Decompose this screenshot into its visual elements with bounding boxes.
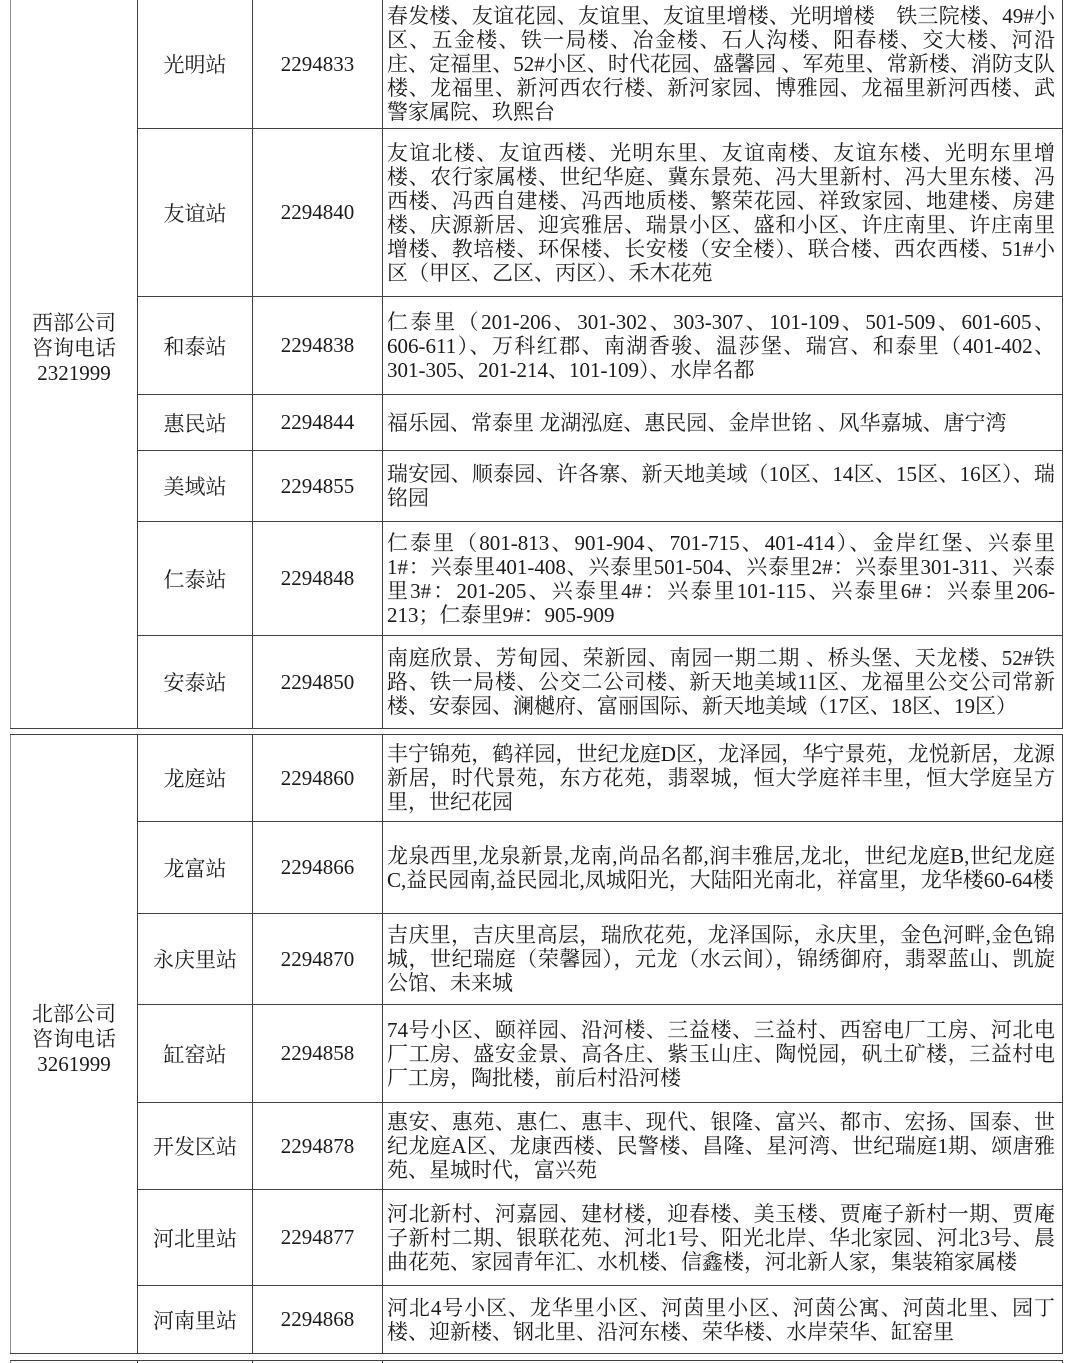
coverage-cell: 丰宁锦苑，鹤祥园，世纪龙庭D区，龙泽园，华宁景苑，龙悦新居，龙源新居，时代景苑，东方花苑，翡翠城，恒大学庭祥丰里，恒大学庭呈方里，世纪花园 — [383, 735, 1063, 822]
section-table-north — [10, 734, 1063, 1354]
station-cell: 缸窑站 — [138, 1005, 253, 1103]
phone-cell: 2294866 — [253, 822, 383, 914]
station-cell: 河北里站 — [138, 1190, 253, 1286]
phone-cell: 2294855 — [253, 451, 383, 522]
coverage-cell: 春发楼、友谊花园、友谊里、友谊里增楼、光明增楼 铁三院楼、49#小区、五金楼、铁一局楼、冶金楼、石人沟楼、阳春楼、交大楼、河沿庄、定福里、52#小区、时代花园、盛馨园 、军苑里、常新楼、消防支队楼、龙福里、新河西农行楼、新河家园、博雅园、龙福里新河西楼、武警家属院、玖熙台 — [383, 0, 1063, 129]
phone-cell: 2294878 — [253, 1103, 383, 1190]
phone-cell: 2294848 — [253, 522, 383, 636]
phone-cell: 2294840 — [253, 129, 383, 297]
company-name: 西部公司 — [32, 310, 116, 335]
company-cell — [11, 735, 138, 1354]
company-cell — [11, 0, 138, 729]
phone-cell: 2294838 — [253, 297, 383, 395]
company-name: 北部公司 — [32, 1001, 116, 1026]
station-cell: 美域站 — [138, 451, 253, 522]
table-row — [11, 297, 1063, 395]
station-cell: 开发区站 — [138, 1103, 253, 1190]
phone-cell: 2294850 — [253, 636, 383, 729]
station-cell: 光明站 — [138, 0, 253, 129]
phone-cell: 2294860 — [253, 735, 383, 822]
phone-cell: 2294858 — [253, 1005, 383, 1103]
company-phone-label: 咨询电话 — [32, 335, 116, 360]
table-row — [11, 0, 1063, 129]
phone-cell: 2294870 — [253, 914, 383, 1005]
phone-cell: 2294844 — [253, 395, 383, 451]
station-cell: 龙庭站 — [138, 735, 253, 822]
table-row — [11, 914, 1063, 1005]
coverage-cell: 南庭欣景、芳甸园、荣新园、南园一期二期 、桥头堡、天龙楼、52#铁路、铁一局楼、公交二公司楼、新天地美域11区、龙福里公交公司常新楼、安泰园、澜樾府、富丽国际、新天地美域（17区、18区、19区） — [383, 636, 1063, 729]
station-cell: 仁泰站 — [138, 522, 253, 636]
coverage-cell: 友谊北楼、友谊西楼、光明东里、友谊南楼、友谊东楼、光明东里增楼、农行家属楼、世纪华庭、冀东景苑、冯大里新村、冯大里东楼、冯西楼、冯西自建楼、冯西地质楼、繁荣花园、祥致家园、地建楼、房建楼、庆源新居、迎宾雅居、瑞景小区、盛和小区、许庄南里、许庄南里增楼、教培楼、环保楼、长安楼（安全楼）、联合楼、西农西楼、51#小区（甲区、乙区、丙区）、禾木花苑 — [383, 129, 1063, 297]
phone-cell: 2294868 — [253, 1286, 383, 1354]
station-cell: 安泰站 — [138, 636, 253, 729]
station-cell: 龙富站 — [138, 822, 253, 914]
coverage-cell: 惠安、惠苑、惠仁、惠丰、现代、银隆、富兴、都市、宏扬、国泰、世纪龙庭A区、龙康西楼、民警楼、昌隆、星河湾、世纪瑞庭1期、颂唐雅苑、星城时代，富兴苑 — [383, 1103, 1063, 1190]
phone-cell: 2294877 — [253, 1190, 383, 1286]
table-row — [11, 1190, 1063, 1286]
table-row — [11, 1103, 1063, 1190]
coverage-cell: 河北4号小区、龙华里小区、河茵里小区、河茵公寓、河茵北里、园丁楼、迎新楼、钢北里、沿河东楼、荣华楼、水岸荣华、缸窑里 — [383, 1286, 1063, 1354]
phone-cell: 2294833 — [253, 0, 383, 129]
company-phone-number: 2321999 — [37, 360, 111, 385]
coverage-cell: 74号小区、颐祥园、沿河楼、三益楼、三益村、西窑电厂工房、河北电厂工房、盛安金景、高各庄、紫玉山庄、陶悦园，矾土矿楼，三益村电厂工房，陶批楼，前后村沿河楼 — [383, 1005, 1063, 1103]
station-cell: 永庆里站 — [138, 914, 253, 1005]
coverage-cell: 龙泉西里,龙泉新景,龙南,尚品名都,润丰雅居,龙北，世纪龙庭B,世纪龙庭C,益民园南,益民园北,凤城阳光，大陆阳光南北，祥富里，龙华楼60-64楼 — [383, 822, 1063, 914]
coverage-cell: 吉庆里，吉庆里高层，瑞欣花苑，龙泽国际，永庆里，金色河畔,金色锦城，世纪瑞庭（荣馨园），元龙（水云间），锦绣御府，翡翠蓝山、凯旋公馆、未来城 — [383, 914, 1063, 1005]
station-cell: 和泰站 — [138, 297, 253, 395]
company-phone-number: 3261999 — [37, 1051, 111, 1076]
coverage-cell: 福乐园、常泰里 龙湖泓庭、惠民园、金岸世铭 、风华嘉城、唐宁湾 — [383, 395, 1063, 451]
company-phone-label: 咨询电话 — [32, 1026, 116, 1051]
section-table-west — [10, 0, 1063, 729]
table-row — [11, 522, 1063, 636]
table-row — [11, 1005, 1063, 1103]
table-row — [11, 636, 1063, 729]
station-cell: 友谊站 — [138, 129, 253, 297]
table-row — [11, 1286, 1063, 1354]
table-row — [11, 822, 1063, 914]
coverage-cell: 仁泰里（201-206、301-302、303-307、101-109、501-509、601-605、606-611）、万科红郡、南湖香骏、温莎堡、瑞宫、和泰里（401-402、301-305、201-214、101-109）、水岸名都 — [383, 297, 1063, 395]
coverage-cell: 瑞安园、顺泰园、许各寨、新天地美域（10区、14区、15区、16区）、瑞铭园 — [383, 451, 1063, 522]
station-cell: 惠民站 — [138, 395, 253, 451]
table-row — [11, 735, 1063, 822]
coverage-cell: 仁泰里（801-813、901-904、701-715、401-414）、金岸红堡、兴泰里1#：兴泰里401-408、兴泰里501-504、兴泰里2#：兴泰里301-311、兴泰里3#：201-205、兴泰里4#：兴泰里101-115、兴泰里6#：兴泰里206-213；仁泰里9#：905-909 — [383, 522, 1063, 636]
table-row — [11, 395, 1063, 451]
station-cell: 河南里站 — [138, 1286, 253, 1354]
table-row — [11, 129, 1063, 297]
table-row — [11, 451, 1063, 522]
coverage-cell: 河北新村、河嘉园、建材楼，迎春楼、美玉楼、贾庵子新村一期、贾庵子新村二期、银联花苑、河北1号、阳光北岸、华北家园、河北3号、晨曲花苑、家园青年汇、水机楼、信鑫楼，河北新人家，集装箱家属楼 — [383, 1190, 1063, 1286]
